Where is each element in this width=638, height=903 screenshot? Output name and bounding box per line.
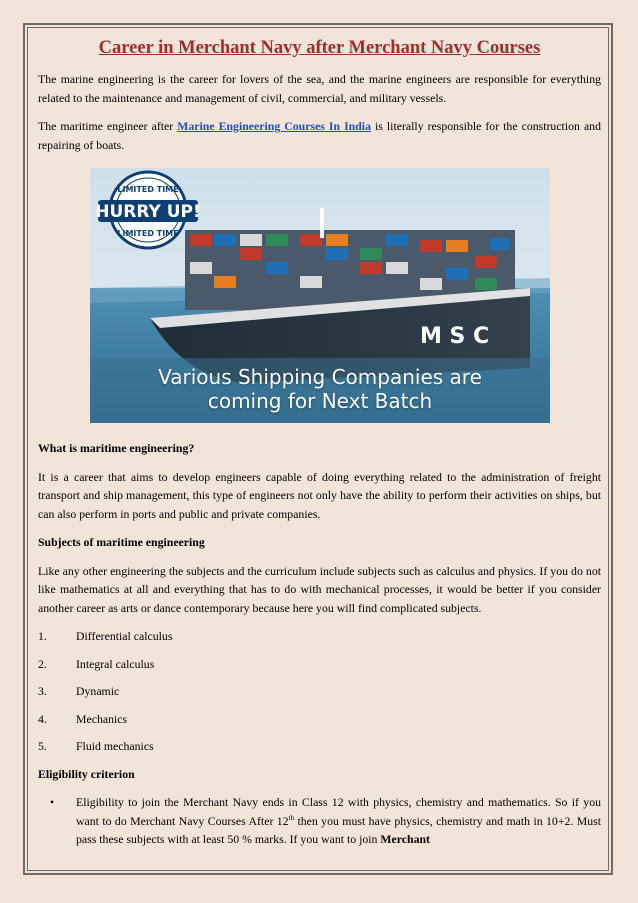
- list-item: [38, 710, 601, 729]
- eligibility-superscript: th: [288, 813, 295, 822]
- list-item-label: Mechanics: [76, 711, 128, 726]
- hero-caption-line-1: Various Shipping Companies are: [158, 365, 482, 389]
- page-title: Career in Merchant Navy after Merchant Navy Courses: [98, 38, 541, 58]
- list-item: [38, 793, 601, 849]
- intro-paragraph-2: [38, 117, 601, 154]
- eligibility-bold-end: Merchant: [380, 832, 430, 846]
- section-body-subjects: Like any other engineering the subjects and the curriculum include subjects such as calculus and physics. If you do not like mathematics at all and everything that has to do with mechanical processes, it would be better if you consider another career as arts or dance contemporary because here you will find complicated subjects.: [38, 563, 601, 615]
- list-item-label: Fluid mechanics: [76, 739, 154, 753]
- hero-caption-line-2: coming for Next Batch: [207, 389, 433, 413]
- subjects-list: [38, 627, 601, 756]
- document-content: [38, 36, 601, 849]
- section-heading-eligibility: Eligibility criterion: [38, 766, 135, 781]
- eligibility-text: [76, 793, 601, 849]
- list-item-label: Integral calculus: [76, 656, 155, 671]
- list-item-label: Dynamic: [76, 684, 120, 698]
- intro-p2-after: is literally responsible for the construction and repairing of boats.: [38, 119, 601, 152]
- section-body-what-is: It is a career that aims to develop engineers capable of doing everything related to the administration of freight transport and ship management, this type of engineers not only have the ability to perform their activities on ships, but can also perform in ports and public and private companies.: [38, 469, 601, 521]
- badge-bottom-text: LIMITED TIME: [117, 229, 179, 238]
- eligibility-list: [38, 793, 601, 849]
- list-item-number: 3.: [38, 684, 47, 698]
- list-item: [38, 737, 601, 756]
- section-heading-what-is: What is maritime engineering?: [38, 441, 195, 455]
- list-item: [38, 682, 601, 701]
- list-item-number: 1.: [38, 629, 47, 643]
- intro-p2-before: The maritime engineer after: [38, 119, 178, 133]
- bullet-dot: •: [50, 795, 55, 809]
- section-heading-subjects: Subjects of maritime engineering: [38, 535, 205, 549]
- list-item: [38, 655, 601, 674]
- list-item-number: 2.: [38, 656, 47, 671]
- hero-caption: [90, 365, 550, 413]
- list-item-number: 4.: [38, 711, 47, 726]
- ship-mast: [320, 208, 324, 238]
- badge-main-text: HURRY UP!: [95, 202, 201, 222]
- list-item-label: Differential calculus: [76, 629, 173, 643]
- eligibility-part-2: then you must have physics, chemistry and math in 10+2. Must pass these subjects with at least 50 % marks. If you want to join: [76, 813, 601, 846]
- hull-lettering: M S C: [420, 324, 490, 349]
- list-item-number: 5.: [38, 739, 47, 753]
- marine-engineering-courses-link[interactable]: Marine Engineering Courses In India: [177, 119, 371, 133]
- intro-paragraph-1: The marine engineering is the career for lovers of the sea, and the marine engineers are responsible for everything related to the maintenance and management of civil, commercial, and military vessels.: [38, 72, 601, 105]
- eligibility-part-1: Eligibility to join the Merchant Navy ends in Class 12 with physics, chemistry and mathematics. So if you want to do Merchant Navy Courses After 12: [76, 795, 601, 828]
- hero-banner-image: [90, 168, 550, 423]
- badge-top-text: LIMITED TIME: [117, 185, 179, 194]
- list-item: [38, 627, 601, 646]
